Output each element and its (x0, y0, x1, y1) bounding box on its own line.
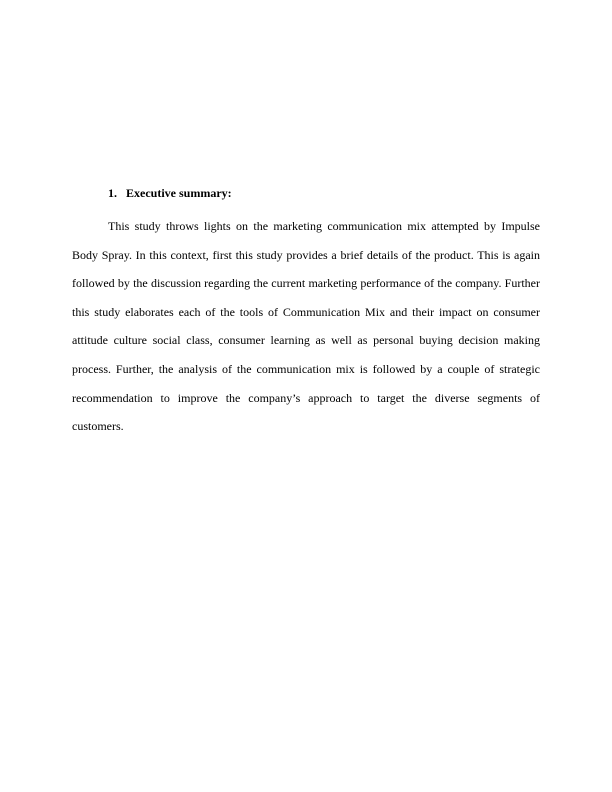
section-title: Executive summary: (126, 186, 232, 200)
section-number: 1. (108, 186, 117, 200)
summary-paragraph: This study throws lights on the marketing communication mix attempted by Impulse Body Spray. In this context, first this study provides a brief details of the product. This is again followed by the discussion regarding the current marketing performance of the company. Further this study elaborates each of the tools of Communication Mix and their impact on consumer attitude culture social class, consumer learning as well as personal buying decision making process. Further, the analysis of the communication mix is followed by a couple of strategic recommendation to improve the company’s approach to target the diverse segments of customers. (72, 219, 540, 434)
page-content (72, 186, 540, 441)
section-heading (72, 186, 540, 200)
